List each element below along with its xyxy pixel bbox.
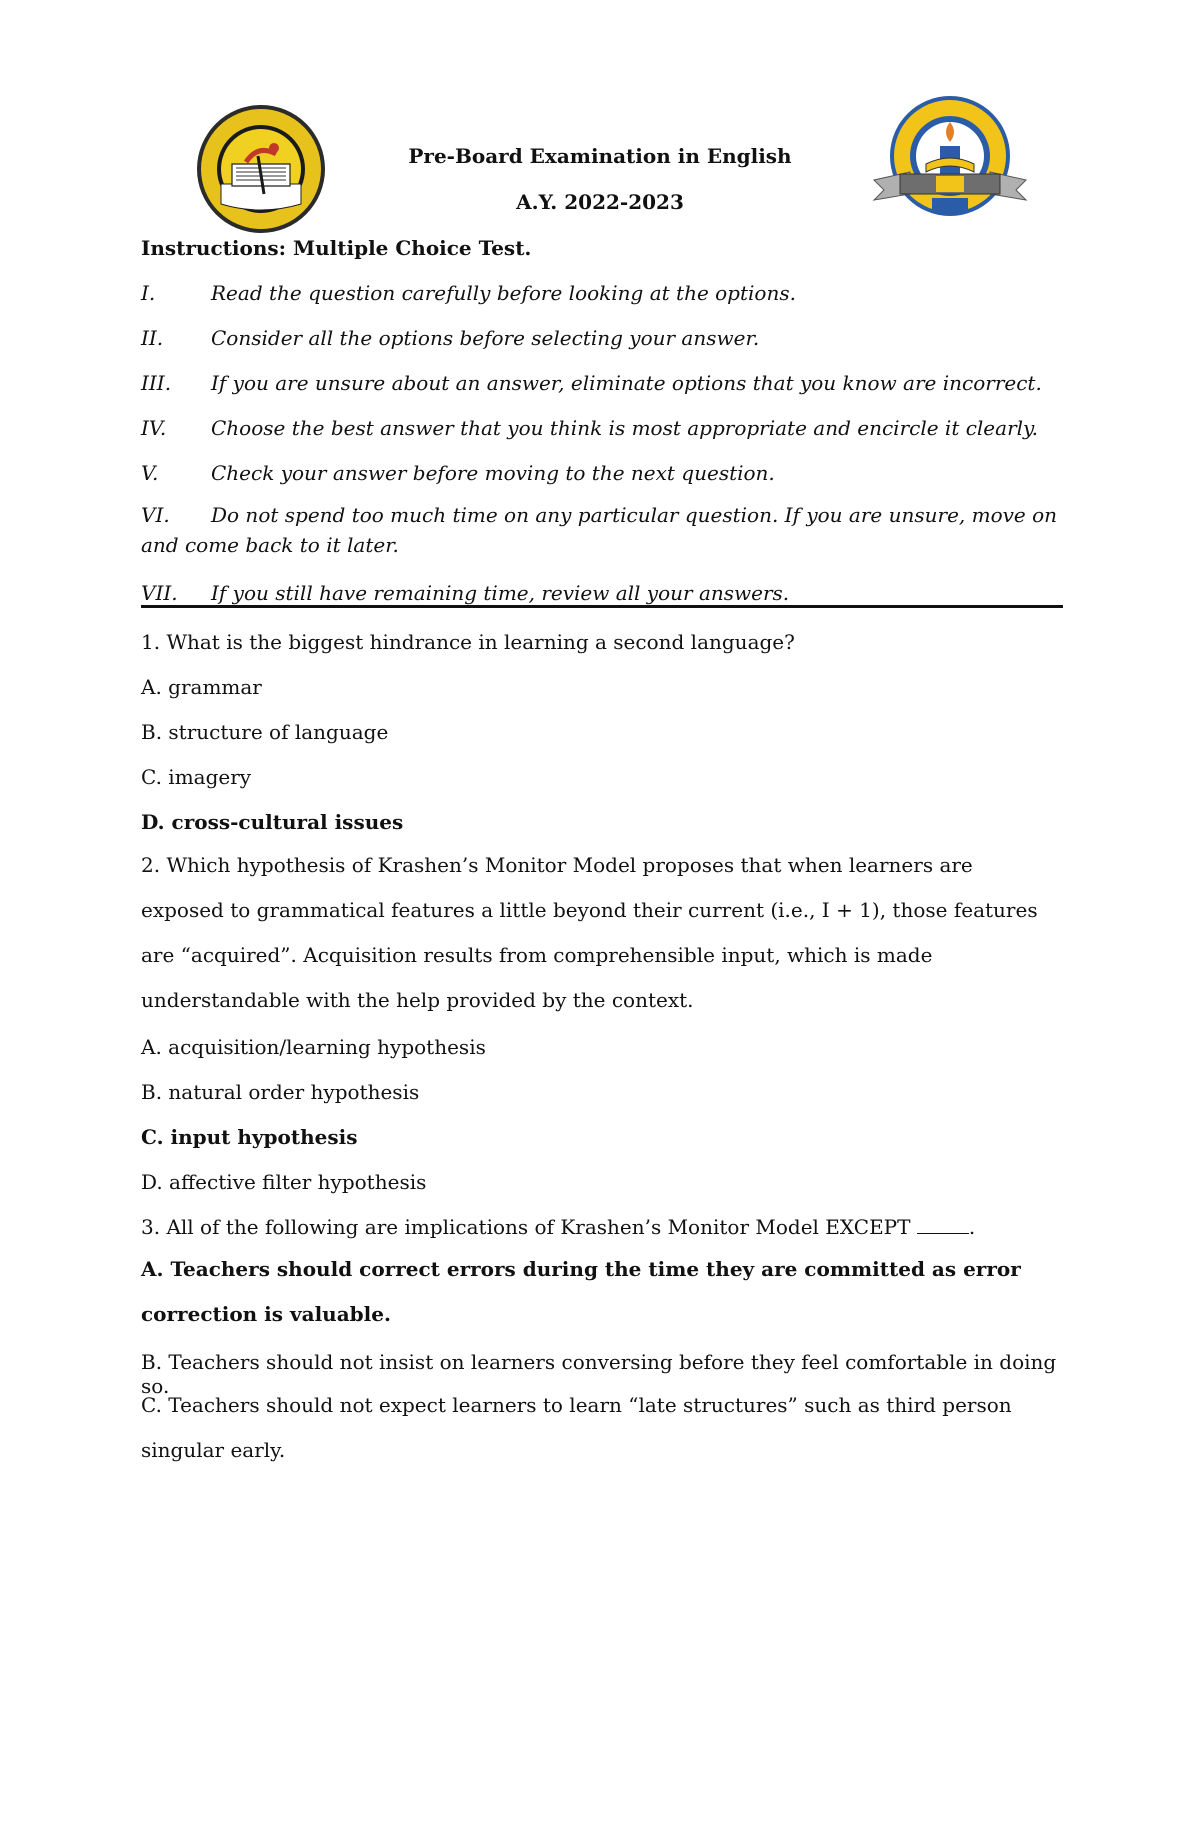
instruction-number: VI. <box>141 503 170 527</box>
instruction-item <box>141 500 1061 560</box>
instruction-number: IV. <box>141 416 167 440</box>
answer-option: A. acquisition/learning hypothesis <box>141 1035 486 1059</box>
school-seal-logo <box>196 104 326 234</box>
instruction-text: Choose the best answer that you think is most appropriate and encircle it clearly. <box>211 416 1039 440</box>
question-stem <box>141 1215 1061 1239</box>
answer-option: B. structure of language <box>141 720 389 744</box>
instruction-text: Check your answer before moving to the next question. <box>211 461 775 485</box>
instruction-item <box>141 461 1061 485</box>
instruction-number: I. <box>141 281 156 305</box>
instruction-item <box>141 371 1061 395</box>
instruction-number: VII. <box>141 581 178 605</box>
instruction-item <box>141 326 1061 350</box>
answer-option: C. Teachers should not expect learners to learn “late structures” such as third person singular early. <box>141 1393 1012 1462</box>
answer-option: D. affective filter hypothesis <box>141 1170 427 1194</box>
instruction-number: II. <box>141 326 164 350</box>
answer-option: B. Teachers should not insist on learners conversing before they feel comfortable in doing so. <box>141 1350 1057 1398</box>
instruction-text: Consider all the options before selecting your answer. <box>211 326 760 350</box>
question-stem-text: 3. All of the following are implications of Krashen’s Monitor Model EXCEPT <box>141 1215 911 1239</box>
instruction-item <box>141 581 1061 605</box>
instruction-text: Read the question carefully before looking at the options. <box>211 281 796 305</box>
exam-title: Pre-Board Examination in English <box>408 144 792 168</box>
correct-answer-option: C. input hypothesis <box>141 1125 358 1149</box>
instruction-item <box>141 281 1061 305</box>
question-stem: 1. What is the biggest hindrance in learning a second language? <box>141 630 795 654</box>
correct-answer-option: D. cross-cultural issues <box>141 810 404 834</box>
instruction-text: Do not spend too much time on any particular question. If you are unsure, move on and come back to it later. <box>141 503 1058 557</box>
question-stem: 2. Which hypothesis of Krashen’s Monitor Model proposes that when learners are exposed to grammatical features a little beyond their current (i.e., I + 1), those features are “acquired”. Acquisition results from comprehensible input, which is made understandable with the help provided by the context. <box>141 853 1038 1012</box>
academic-year: A.Y. 2022-2023 <box>516 190 684 214</box>
instruction-text: If you still have remaining time, review all your answers. <box>211 581 790 605</box>
instruction-number: V. <box>141 461 159 485</box>
question-stem-end: . <box>968 1215 976 1239</box>
correct-answer-option: A. Teachers should correct errors during the time they are committed as error correction is valuable. <box>141 1257 1021 1326</box>
answer-blank <box>917 1215 969 1234</box>
instruction-number: III. <box>141 371 172 395</box>
answer-option: B. natural order hypothesis <box>141 1080 420 1104</box>
answer-option: A. grammar <box>141 675 262 699</box>
instruction-item <box>141 416 1061 440</box>
answer-option: C. imagery <box>141 765 252 789</box>
section-divider <box>141 605 1063 608</box>
instructions-heading: Instructions: Multiple Choice Test. <box>141 236 532 260</box>
instruction-text: If you are unsure about an answer, eliminate options that you know are incorrect. <box>211 371 1042 395</box>
